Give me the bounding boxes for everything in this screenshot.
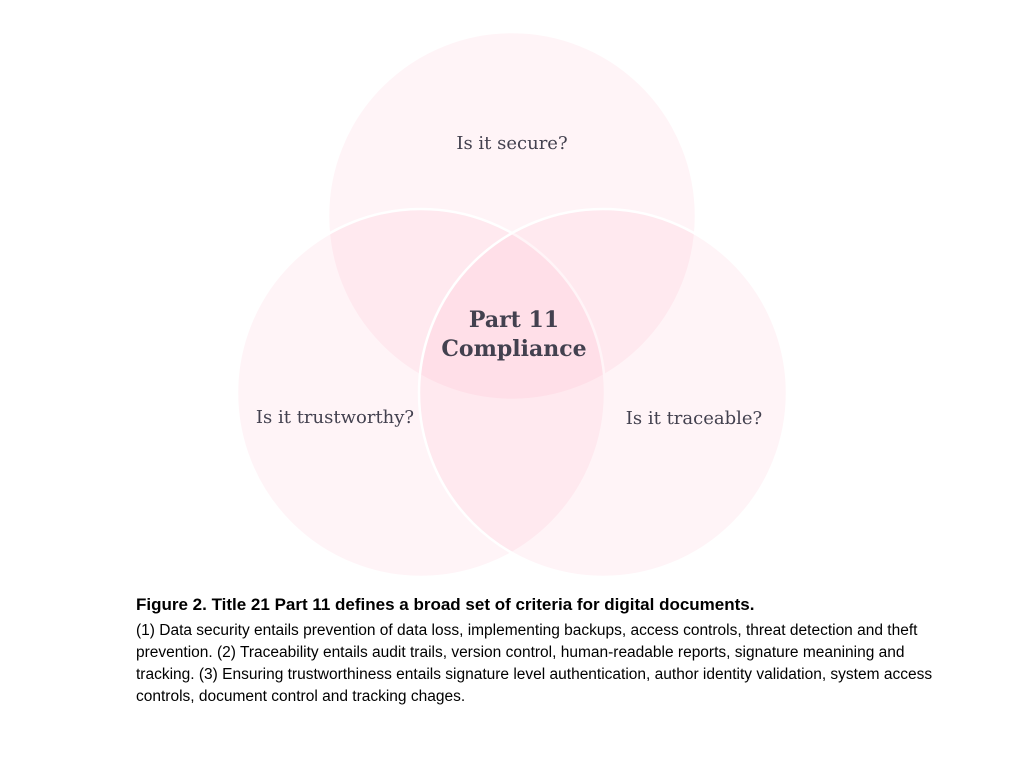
caption-body: (1) Data security entails prevention of data loss, implementing backups, access controls, threat detection and theft prevention. (2) Traceability entails audit trails, version control, human-readable reports, signature meanining and tracking. (3) Ensuring trustworthiness entails signature level authentication, author identity validation, system access controls, document control and tracking chages. [136,622,933,705]
circle-traceable [419,209,787,577]
center-label-line1: Part 11 [468,307,560,333]
label-trustworthy: Is it trustworthy? [255,407,415,428]
center-label-line2: Compliance [441,336,587,362]
label-traceable: Is it traceable? [625,408,763,429]
label-secure: Is it secure? [456,133,568,154]
figure-caption [136,594,956,708]
caption-title: Figure 2. Title 21 Part 11 defines a broad set of criteria for digital documents. [136,595,755,614]
